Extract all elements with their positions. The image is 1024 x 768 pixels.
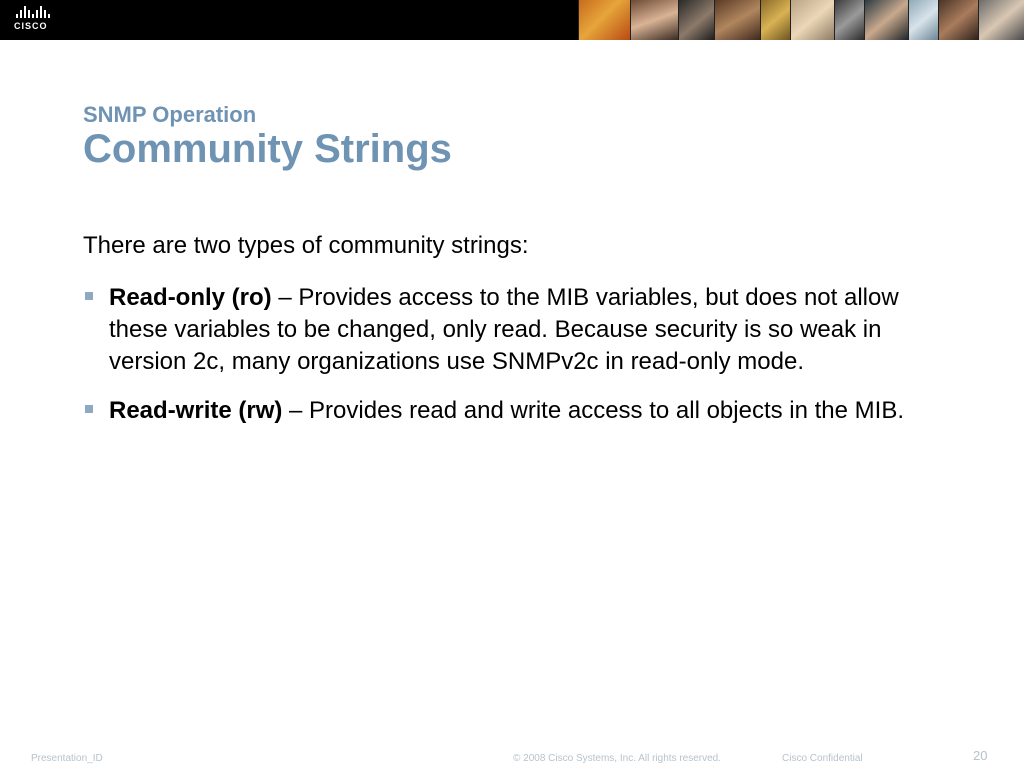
cisco-bridge-icon: [16, 6, 62, 18]
bullet-description: – Provides read and write access to all objects in the MIB.: [282, 397, 904, 424]
header-bar: [0, 0, 1024, 40]
header-photo: [938, 0, 978, 40]
bullet-description: – Provides access to the MIB variables, but does not allow these variables to be changed, only read. Because security is so weak in version 2c, many organizations use SNMPv2c in read-only mode.: [109, 284, 899, 375]
bullet-item-read-only: [84, 282, 954, 378]
header-photo-strip: [578, 0, 1024, 40]
bullet-term: Read-only (ro): [109, 284, 272, 311]
header-photo: [864, 0, 908, 40]
header-photo: [908, 0, 938, 40]
header-photo: [678, 0, 714, 40]
bullet-term: Read-write (rw): [109, 397, 283, 424]
header-photo: [834, 0, 864, 40]
bullet-list: [84, 282, 954, 444]
slide-subtitle: SNMP Operation: [83, 102, 257, 127]
cisco-logo: [14, 6, 62, 34]
footer-presentation-id: Presentation_ID: [31, 753, 103, 764]
header-photo: [714, 0, 760, 40]
footer-confidential: Cisco Confidential: [782, 753, 863, 764]
header-photo: [790, 0, 834, 40]
intro-text: There are two types of community strings:: [83, 232, 529, 259]
slide-title: Community Strings: [83, 127, 452, 171]
header-photo: [760, 0, 790, 40]
header-photo: [578, 0, 630, 40]
cisco-logo-text: CISCO: [14, 21, 48, 31]
header-photo: [978, 0, 1024, 40]
square-bullet-icon: [85, 292, 93, 300]
footer-copyright: © 2008 Cisco Systems, Inc. All rights reserved.: [513, 753, 722, 764]
header-photo: [630, 0, 678, 40]
bullet-item-read-write: [84, 395, 954, 427]
page-number: 20: [973, 748, 988, 763]
square-bullet-icon: [85, 405, 93, 413]
